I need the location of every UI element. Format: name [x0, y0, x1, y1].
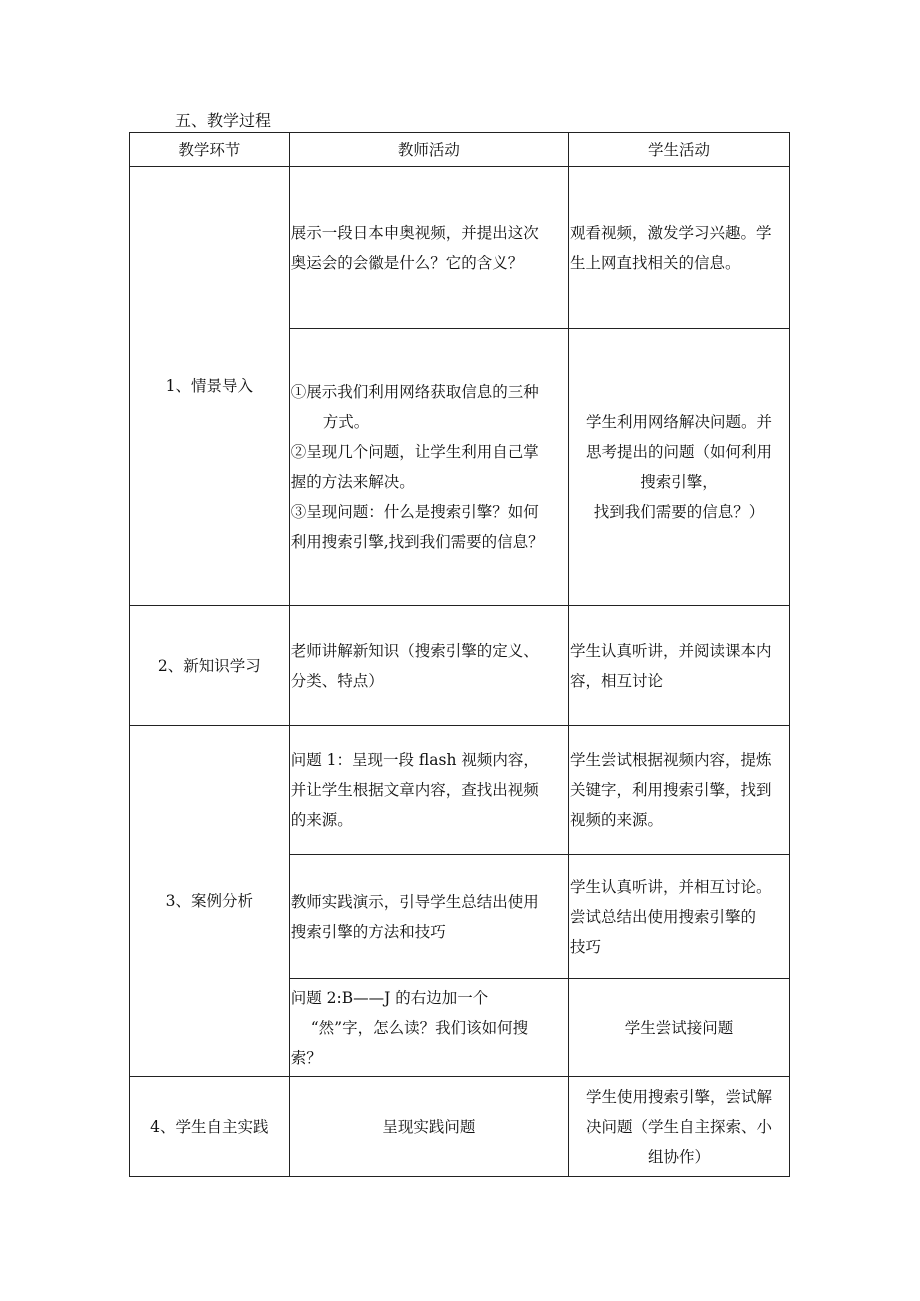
teacher-text-line: 搜索引擎的方法和技巧	[290, 922, 446, 941]
table-header-row	[130, 133, 790, 167]
teacher-text-line: 问题 2:B——J 的右边加一个	[290, 988, 489, 1007]
student-text-line: 生上网直找相关的信息。	[569, 253, 741, 272]
student-activity-cell	[568, 167, 789, 329]
teacher-activity-cell	[289, 726, 568, 855]
teacher-text-line: ①展示我们利用网络获取信息的三种	[290, 383, 539, 401]
student-activity-cell	[568, 1077, 789, 1177]
stage-cell-1: 1、情景导入	[130, 167, 290, 606]
teacher-text-line: “然”字，怎么读？我们该如何搜	[310, 1018, 529, 1037]
student-text-line: 容，相互讨论	[569, 671, 663, 690]
teacher-text-line: 问题 1：呈现一段 flash 视频内容，	[290, 751, 539, 769]
student-text-line: 关键字，利用搜索引擎，找到	[569, 781, 772, 799]
student-activity-cell	[568, 726, 789, 855]
stage-cell-2: 2、新知识学习	[130, 606, 290, 726]
table-row	[130, 606, 790, 726]
student-activity-cell	[568, 329, 789, 606]
teacher-activity-cell	[289, 979, 568, 1077]
teacher-text-line: 教师实践演示，引导学生总结出使用	[290, 892, 539, 911]
teacher-text-line: 呈现实践问题	[382, 1117, 476, 1136]
header-stage: 教学环节	[130, 133, 290, 167]
teacher-activity-cell	[289, 606, 568, 726]
teacher-text-line: ②呈现几个问题，让学生利用自己掌	[290, 443, 539, 461]
teacher-activity-cell	[289, 1077, 568, 1177]
header-student-activity: 学生活动	[568, 133, 789, 167]
student-text-line: 决问题（学生自主探索、小	[585, 1117, 772, 1136]
teacher-text-line: 并让学生根据文章内容，查找出视频	[290, 781, 539, 799]
student-text-line: 学生尝试根据视频内容，提炼	[569, 751, 772, 769]
student-text-line: 技巧	[569, 937, 601, 956]
stage-cell-4: 4、学生自主实践	[130, 1077, 290, 1177]
table-row	[130, 1077, 790, 1177]
student-text-line: 搜索引擎，	[640, 473, 718, 491]
stage-cell-3: 3、案例分析	[130, 726, 290, 1077]
student-text-line: 观看视频，激发学习兴趣。学	[569, 223, 772, 242]
student-activity-cell	[568, 606, 789, 726]
student-text-line: 视频的来源。	[569, 811, 663, 829]
teacher-text-line: 利用搜索引擎,找到我们需要的信息？	[290, 533, 544, 551]
student-text-line: 学生尝试接问题	[624, 1018, 734, 1037]
teacher-text-line: 奥运会的会徽是什么？它的含义？	[290, 253, 524, 272]
student-text-line: 学生使用搜索引擎，尝试解	[585, 1087, 772, 1106]
teacher-text-line: 老师讲解新知识（搜索引擎的定义、	[290, 641, 539, 660]
student-text-line: 找到我们需要的信息？）	[593, 503, 765, 521]
student-activity-cell	[568, 979, 789, 1077]
teaching-process-table	[129, 132, 790, 1177]
section-heading: 五、教学过程	[175, 111, 272, 130]
header-teacher-activity: 教师活动	[289, 133, 568, 167]
table-row	[130, 726, 790, 855]
teacher-activity-cell	[289, 329, 568, 606]
student-activity-cell	[568, 855, 789, 979]
student-text-line: 尝试总结出使用搜索引擎的	[569, 907, 756, 926]
teacher-activity-cell	[289, 167, 568, 329]
teacher-text-line: 的来源。	[290, 811, 353, 829]
teacher-activity-cell	[289, 855, 568, 979]
teacher-text-line: ③呈现问题：什么是搜索引擎？如何	[290, 503, 539, 521]
teacher-text-line: 展示一段日本申奥视频，并提出这次	[290, 223, 539, 242]
student-text-line: 学生认真听讲，并相互讨论。	[569, 877, 772, 896]
student-text-line: 组协作）	[647, 1147, 710, 1166]
teacher-text-line: 索？	[290, 1048, 322, 1067]
teacher-text-line: 分类、特点）	[290, 671, 384, 690]
teacher-text-line: 方式。	[322, 413, 370, 431]
table-row	[130, 167, 790, 329]
teacher-text-line: 握的方法来解决。	[290, 473, 415, 491]
student-text-line: 思考提出的问题（如何利用	[585, 443, 772, 461]
student-text-line: 学生认真听讲，并阅读课本内	[569, 641, 772, 660]
student-text-line: 学生利用网络解决问题。并	[585, 413, 772, 431]
